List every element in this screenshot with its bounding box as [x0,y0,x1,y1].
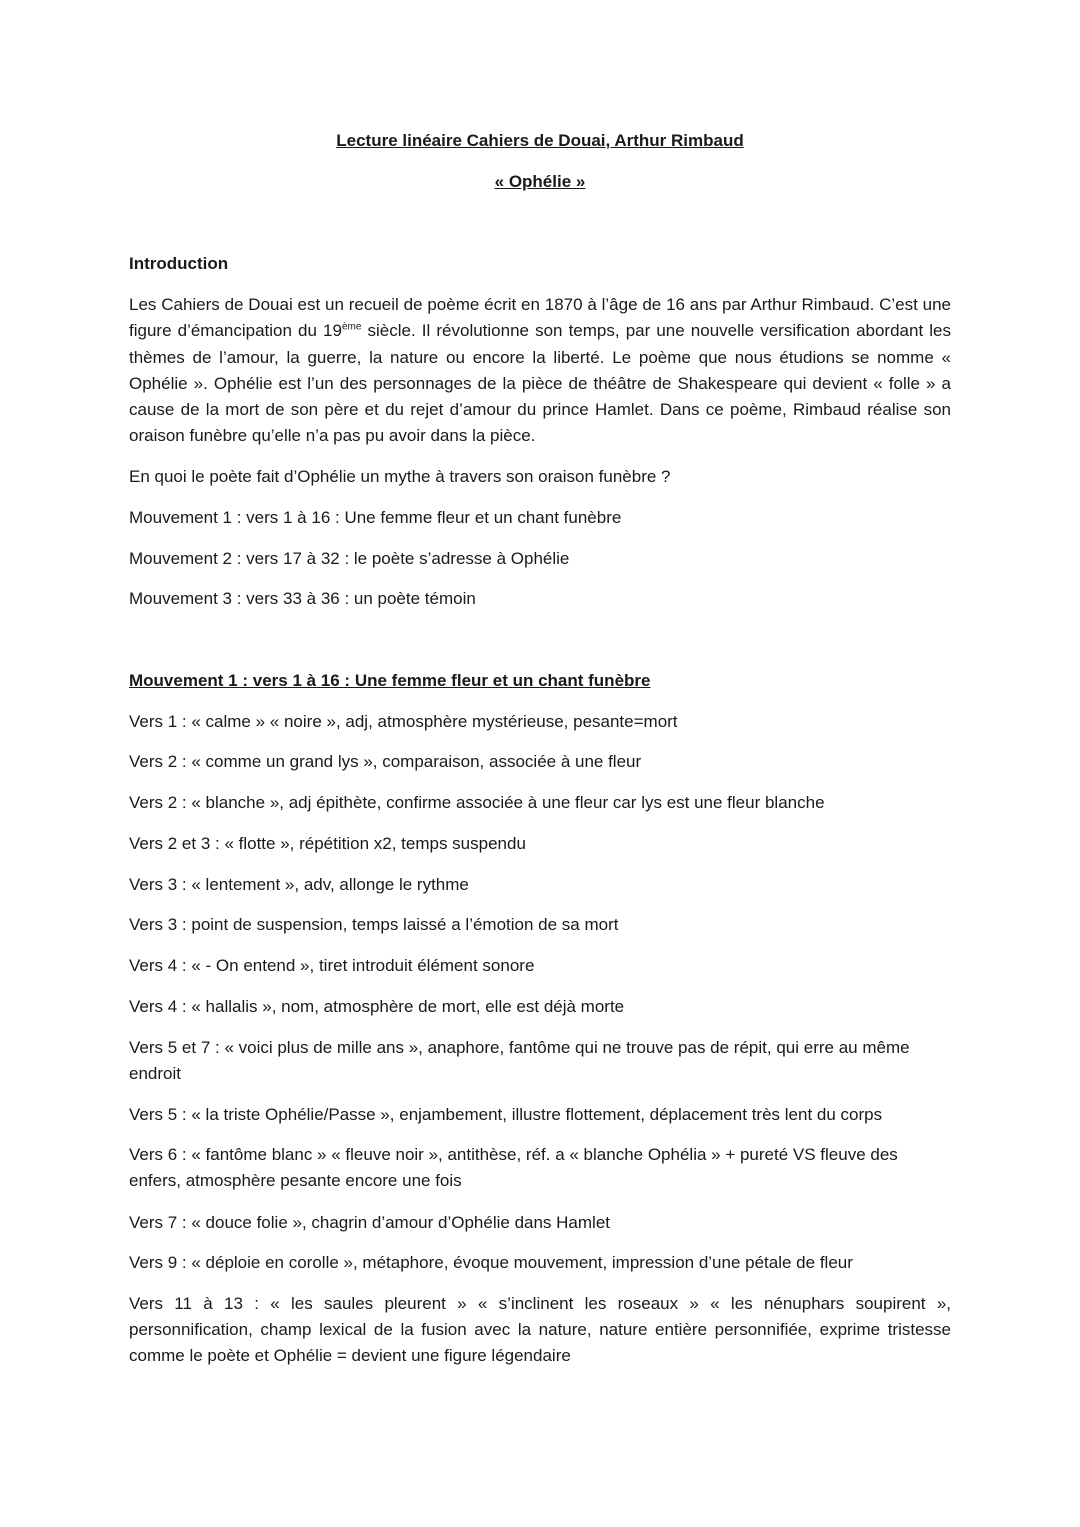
analysis-note: Vers 2 : « blanche », adj épithète, confirme associée à une fleur car lys est une fleur blanche [129,793,825,812]
mouvement-plan-item: Mouvement 1 : vers 1 à 16 : Une femme fleur et un chant funèbre [129,508,622,527]
analysis-note: Vers 4 : « - On entend », tiret introduit élément sonore [129,956,535,975]
analysis-note: Vers 5 : « la triste Ophélie/Passe », enjambement, illustre flottement, déplacement très lent du corps [129,1105,883,1124]
analysis-note: Vers 2 : « comme un grand lys », comparaison, associée à une fleur [129,752,642,771]
problematique: En quoi le poète fait d’Ophélie un mythe à travers son oraison funèbre ? [129,467,671,486]
document-subtitle: « Ophélie » [494,172,586,191]
analysis-note: Vers 1 : « calme » « noire », adj, atmosphère mystérieuse, pesante=mort [129,712,678,731]
intro-superscript: ème [341,321,362,333]
analysis-note: Vers 4 : « hallalis », nom, atmosphère de mort, elle est déjà morte [129,997,625,1016]
analysis-note: Vers 11 à 13 : « les saules pleurent » « s’inclinent les roseaux » « les nénuphars soupirent », personnification, champ lexical de la fusion avec la nature, nature entière personnifiée, exprime tristesse comme le poète et Ophélie = devient une figure légendaire [129,1294,951,1365]
introduction-heading: Introduction [129,254,229,273]
analysis-note: Vers 5 et 7 : « voici plus de mille ans », anaphore, fantôme qui ne trouve pas de répit, qui erre au même endroit [129,1038,910,1083]
introduction-paragraph [129,292,951,450]
mouvement-plan-item: Mouvement 3 : vers 33 à 36 : un poète témoin [129,589,476,608]
mouvement-plan-item: Mouvement 2 : vers 17 à 32 : le poète s’adresse à Ophélie [129,549,570,568]
analysis-note: Vers 3 : point de suspension, temps laissé a l’émotion de sa mort [129,915,619,934]
analysis-note: Vers 3 : « lentement », adv, allonge le rythme [129,875,469,894]
analysis-note: Vers 7 : « douce folie », chagrin d’amour d’Ophélie dans Hamlet [129,1213,610,1232]
analysis-note: Vers 9 : « déploie en corolle », métaphore, évoque mouvement, impression d’une pétale de fleur [129,1253,853,1272]
mouvement1-heading: Mouvement 1 : vers 1 à 16 : Une femme fleur et un chant funèbre [129,671,651,690]
intro-text-part1: Les Cahiers de Douai est un recueil de poème écrit en 1870 à l’âge de 16 ans par Arthur Rimbaud. C’est une figure d’émancipation du 19 [129,295,951,341]
analysis-note: Vers 2 et 3 : « flotte », répétition x2, temps suspendu [129,834,526,853]
document-title: Lecture linéaire Cahiers de Douai, Arthur Rimbaud [336,131,744,150]
intro-text-part2: siècle. Il révolutionne son temps, par une nouvelle versification abordant les thèmes de l’amour, la guerre, la nature ou encore la liberté. Le poème que nous étudions se nomme « Ophélie ». Ophélie est l’un des personnages de la pièce de théâtre de Shakespeare qui devient « folle » a cause de la mort de son père et du rejet d’amour du prince Hamlet. Dans ce poème, Rimbaud réalise son oraison funèbre qu’elle n’a pas pu avoir dans la pièce. [129,321,951,446]
analysis-note: Vers 6 : « fantôme blanc » « fleuve noir », antithèse, réf. a « blanche Ophélia » + pureté VS fleuve des enfers, atmosphère pesante encore une fois [129,1145,898,1190]
